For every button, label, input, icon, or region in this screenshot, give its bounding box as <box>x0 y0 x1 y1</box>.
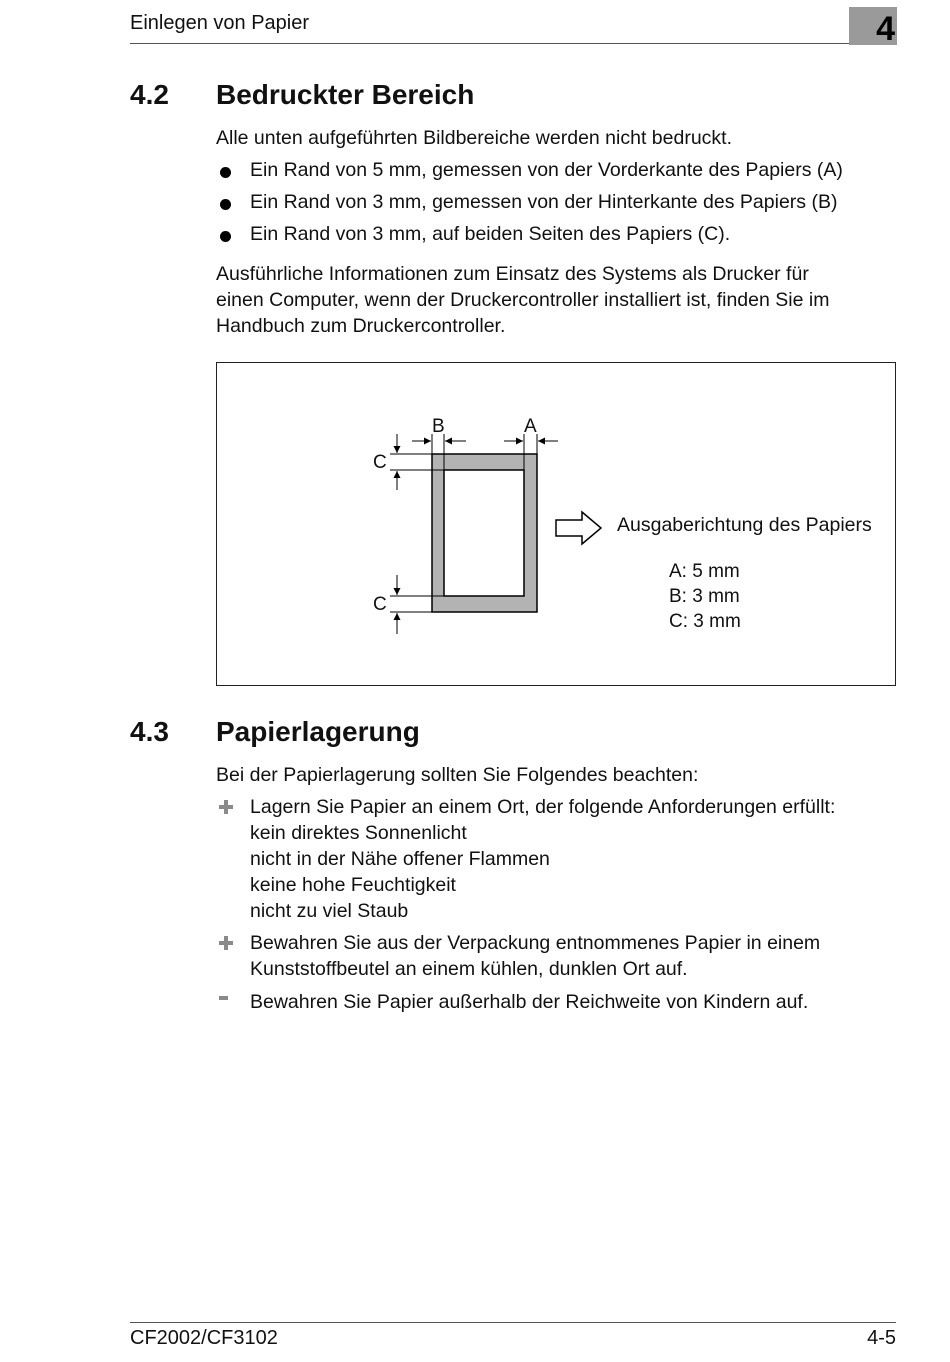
legend-b: B: 3 mm <box>669 586 740 607</box>
label-a: A <box>524 416 537 437</box>
list-item-line: nicht in der Nähe offener Flammen <box>250 848 550 870</box>
footer-model: CF2002/CF3102 <box>130 1327 278 1349</box>
bullet-icon <box>220 167 231 178</box>
section-title: Bedruckter Bereich <box>216 79 475 110</box>
section-intro: Bei der Papierlagerung sollten Sie Folgendes beachten: <box>216 764 699 786</box>
list-item-line: kein direktes Sonnenlicht <box>250 822 467 844</box>
bullet-icon <box>220 199 231 210</box>
print-area-figure <box>216 362 896 686</box>
legend-c: C: 3 mm <box>669 611 741 632</box>
chapter-number: 4 <box>876 10 895 48</box>
list-item-line: Kunststoffbeutel an einem kühlen, dunklen Ort auf. <box>250 958 688 980</box>
bullet-item: Ein Rand von 3 mm, gemessen von der Hinterkante des Papiers (B) <box>250 191 838 213</box>
header-divider <box>130 43 896 44</box>
paragraph-line: einen Computer, wenn der Druckercontroller installiert ist, finden Sie im <box>216 289 830 311</box>
list-item-line: nicht zu viel Staub <box>250 900 409 922</box>
output-direction-arrow-icon <box>556 512 601 544</box>
paragraph-line: Ausführliche Informationen zum Einsatz des Systems als Drucker für <box>216 263 809 285</box>
label-b: B <box>432 416 445 437</box>
bullet-item: Ein Rand von 3 mm, auf beiden Seiten des Papiers (C). <box>250 223 731 245</box>
list-item-line: Lagern Sie Papier an einem Ort, der folgende Anforderungen erfüllt: <box>250 796 836 818</box>
section-number: 4.3 <box>130 716 169 747</box>
label-c-top: C <box>373 452 387 473</box>
list-item-line: Bewahren Sie Papier außerhalb der Reichweite von Kindern auf. <box>250 991 809 1013</box>
printable-area <box>444 470 524 596</box>
bullet-icon <box>220 231 231 242</box>
legend-a: A: 5 mm <box>669 561 740 582</box>
dash-icon <box>219 996 228 1000</box>
plus-icon <box>219 800 233 814</box>
footer-divider <box>130 1322 896 1323</box>
paragraph-line: Handbuch zum Druckercontroller. <box>216 315 506 337</box>
output-direction-label: Ausgaberichtung des Papiers <box>617 514 872 536</box>
label-c-bottom: C <box>373 594 387 615</box>
list-item-line: Bewahren Sie aus der Verpackung entnommenes Papier in einem <box>250 932 821 954</box>
section-intro: Alle unten aufgeführten Bildbereiche werden nicht bedruckt. <box>216 127 732 149</box>
bullet-item: Ein Rand von 5 mm, gemessen von der Vorderkante des Papiers (A) <box>250 159 843 181</box>
section-title: Papierlagerung <box>216 716 420 747</box>
plus-icon <box>219 936 233 950</box>
list-item-line: keine hohe Feuchtigkeit <box>250 874 456 896</box>
chapter-tab <box>849 7 897 48</box>
running-header-title: Einlegen von Papier <box>130 12 310 34</box>
section-number: 4.2 <box>130 79 169 110</box>
footer-page-number: 4-5 <box>867 1327 896 1349</box>
